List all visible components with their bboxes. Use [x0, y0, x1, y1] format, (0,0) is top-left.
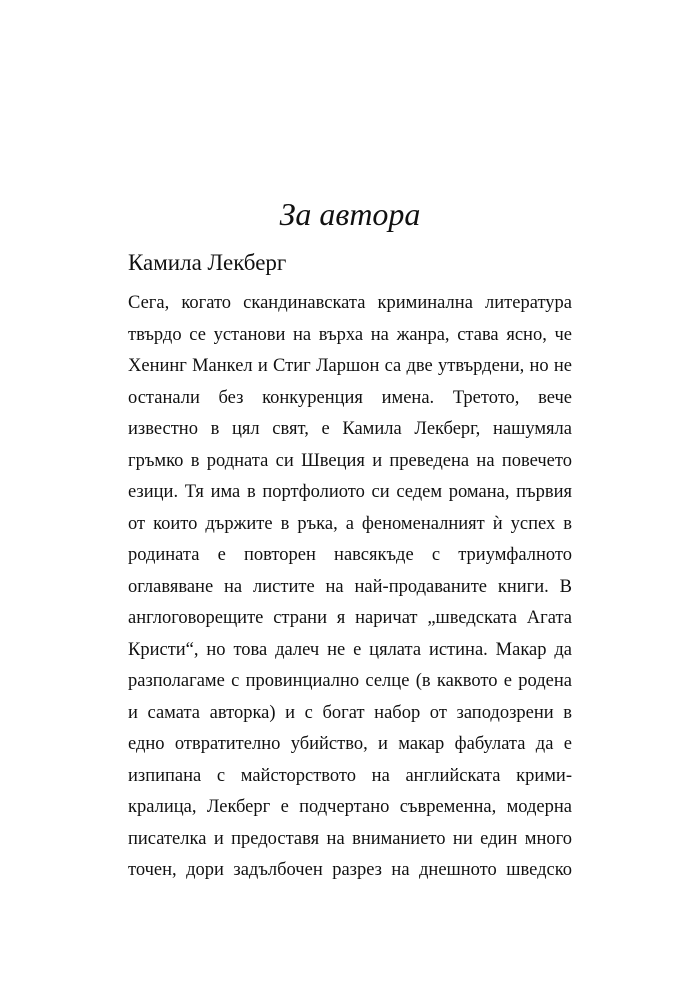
author-name: Камила Лекберг	[128, 250, 287, 275]
text-line: езици. Тя има в портфолиото си седем романа, първия	[128, 482, 572, 502]
text-line: оглавяване на листите на най-продаваните книги. В	[128, 576, 572, 597]
text-line: англоговорещите страни я наричат „шведската Агата	[128, 608, 572, 628]
text-line: гръмко в родната си Швеция и преведена на повечето	[128, 450, 572, 471]
body-paragraph	[128, 288, 572, 887]
text-line: Хенинг Манкел и Стиг Ларшон са две утвърдени, но не	[128, 356, 572, 376]
text-line: известно в цял свят, е Камила Лекберг, нашумяла	[128, 419, 572, 439]
text-line: Кристи“, но това далеч не е цялата истина. Макар да	[128, 639, 572, 660]
text-line: и самата авторка) и с богат набор от заподозрени в	[128, 702, 572, 723]
text-line: останали без конкуренция имена. Третото, вече	[128, 387, 572, 408]
text-line: писателка и предоставя на вниманието ни един много	[128, 828, 572, 849]
text-line: Сега, когато скандинавската криминална литература	[128, 293, 572, 313]
text-line: родината е повторен навсякъде с триумфалното	[128, 545, 572, 565]
text-line: кралица, Лекберг е подчертано съвременна, модерна	[128, 797, 572, 817]
text-line: изпипана с майсторството на английската крими-	[128, 765, 572, 786]
text-line: твърдо се установи на върха на жанра, става ясно, че	[128, 324, 572, 345]
text-line: от които държите в ръка, а феноменалният ѝ успех в	[128, 513, 572, 534]
text-line: едно отвратително убийство, и макар фабулата да е	[128, 734, 572, 754]
text-line: разполагаме с провинциално селце (в каквото е родена	[128, 671, 572, 691]
text-line: точен, дори задълбочен разрез на днешното шведско	[128, 860, 572, 880]
chapter-title: За автора	[279, 196, 421, 232]
